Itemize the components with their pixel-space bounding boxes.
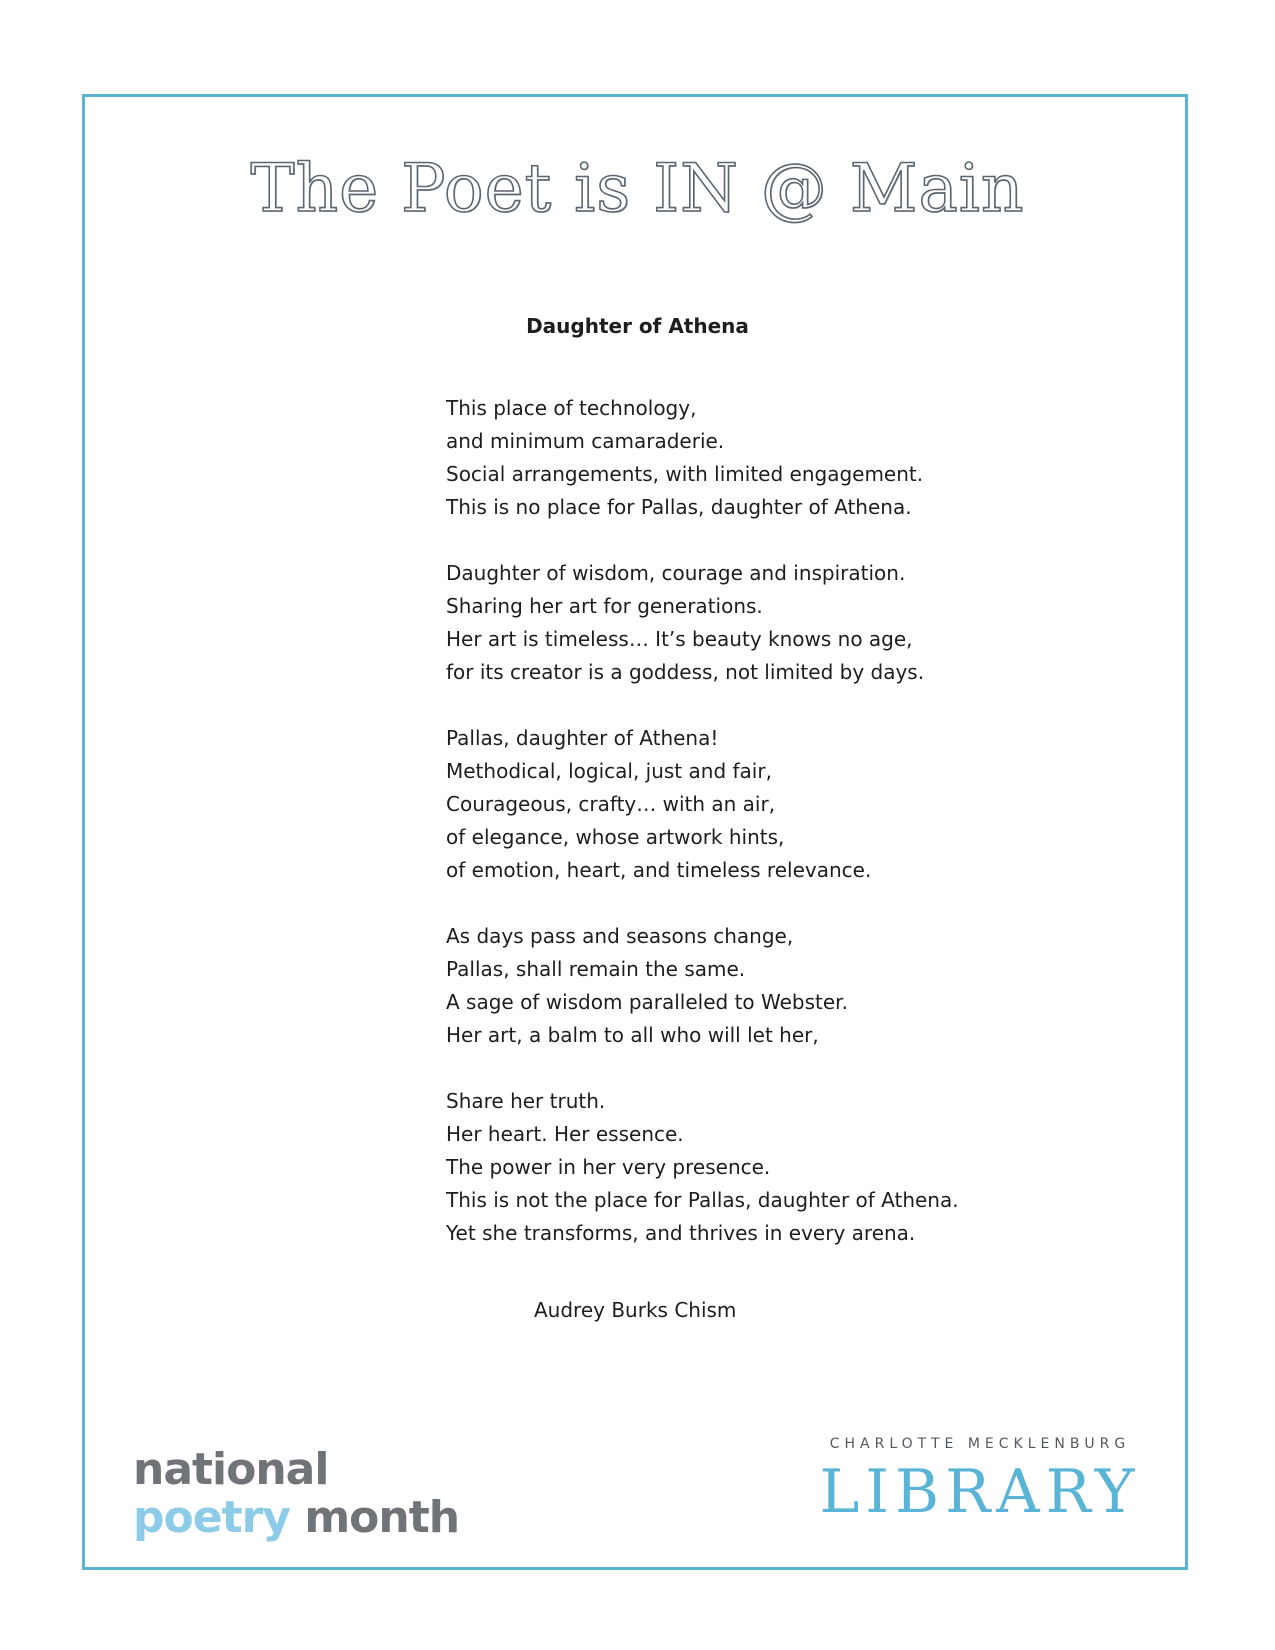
library-logo-subtitle: CHARLOTTE MECKLENBURG [829, 1436, 1131, 1452]
poem-line: Yet she transforms, and thrives in every arena. [446, 1221, 916, 1245]
poem-line: Sharing her art for generations. [446, 594, 763, 618]
poem-line: This place of technology, [446, 396, 697, 420]
poem-line: Methodical, logical, just and fair, [446, 759, 772, 783]
npm-logo-poetry: poetry [133, 1492, 290, 1543]
poem-line: Courageous, crafty… with an air, [446, 792, 776, 816]
poem-stanza-5 [446, 1085, 1006, 1250]
poem-line: Daughter of wisdom, courage and inspiration. [446, 561, 906, 585]
poem-line: As days pass and seasons change, [446, 924, 794, 948]
npm-logo-month: month [304, 1492, 460, 1543]
npm-logo-national: national [133, 1444, 329, 1495]
poem-line: Share her truth. [446, 1089, 606, 1113]
poem-line: Pallas, daughter of Athena! [446, 726, 719, 750]
poem-line: A sage of wisdom paralleled to Webster. [446, 990, 848, 1014]
poem-line: for its creator is a goddess, not limited by days. [446, 660, 925, 684]
page-title: The Poet is IN @ Main [250, 150, 1025, 227]
poem-line: and minimum camaraderie. [446, 429, 725, 453]
poem-author: Audrey Burks Chism [534, 1298, 737, 1322]
poem-line: of elegance, whose artwork hints, [446, 825, 785, 849]
poem-stanza-4 [446, 920, 1006, 1052]
poem-line: The power in her very presence. [446, 1155, 771, 1179]
library-logo [800, 1436, 1160, 1527]
poem-line: Pallas, shall remain the same. [446, 957, 746, 981]
poem-line: Her art, a balm to all who will let her, [446, 1023, 819, 1047]
poem-body [446, 392, 1006, 1283]
poem-line: This is not the place for Pallas, daughter of Athena. [446, 1188, 959, 1212]
poem-line: Social arrangements, with limited engagement. [446, 462, 924, 486]
npm-logo-second-line [133, 1494, 459, 1542]
poem-line: Her heart. Her essence. [446, 1122, 684, 1146]
national-poetry-month-logo [133, 1446, 459, 1542]
poem-stanza-1 [446, 392, 1006, 524]
poem-title: Daughter of Athena [526, 314, 749, 338]
poem-line: of emotion, heart, and timeless relevance. [446, 858, 872, 882]
poem-line: This is no place for Pallas, daughter of Athena. [446, 495, 912, 519]
poem-stanza-2 [446, 557, 1006, 689]
library-logo-name: LIBRARY [819, 1457, 1141, 1527]
poem-stanza-3 [446, 722, 1006, 887]
poem-line: Her art is timeless… It’s beauty knows no age, [446, 627, 913, 651]
